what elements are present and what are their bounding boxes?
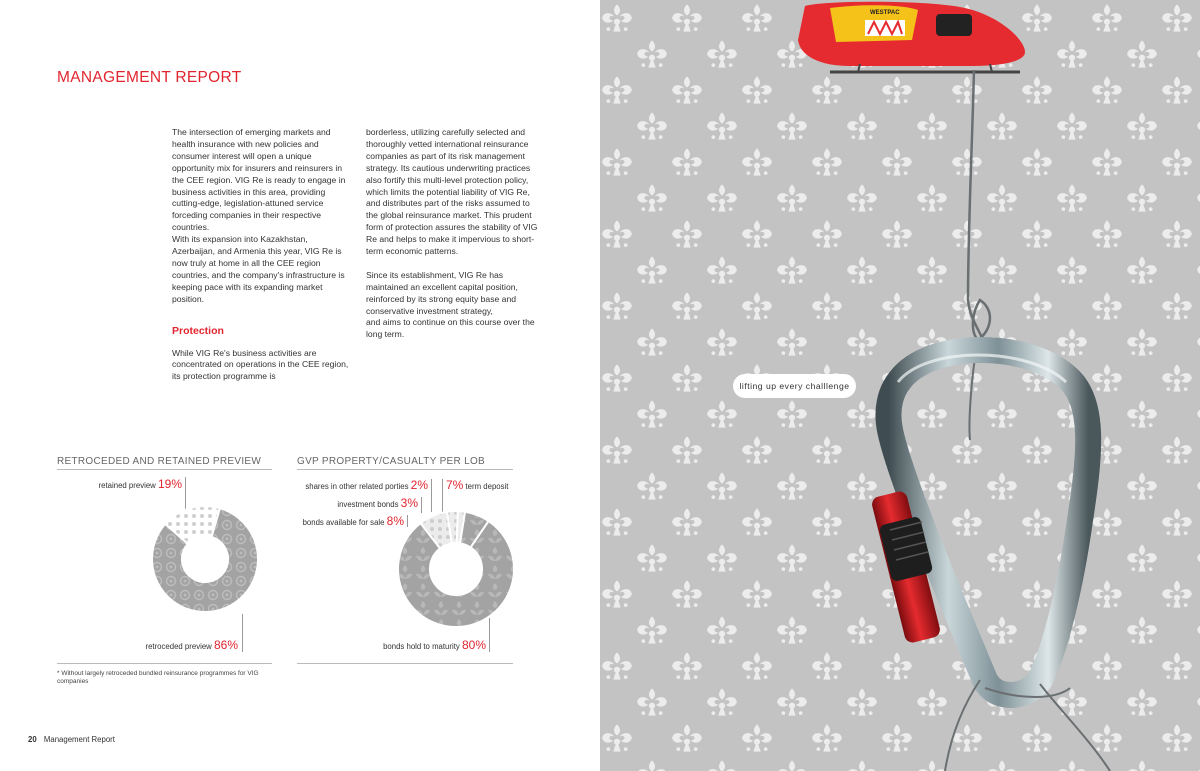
page-footer <box>28 735 115 744</box>
chart-title-retroceded: RETROCEDED AND RETAINED PREVIEW <box>57 456 262 467</box>
page-number: 20 <box>28 735 37 744</box>
chart1-label-retroceded: retroceded preview 86% <box>145 638 238 652</box>
subheading-protection: Protection <box>172 324 224 337</box>
chart2-value-investment: 3% <box>400 496 418 510</box>
chart2-label-maturity: bonds hold to maturity 80% <box>383 638 486 652</box>
divider <box>57 663 272 664</box>
text-column-right <box>366 127 544 341</box>
paragraph: borderless, utilizing carefully selected and thoroughly vetted international reinsurance companies as part of its risk management strategy. Its cautious underwriting practices also fortify this multi-level protection policy, which limits the potential liability of VIG Re, and distributes part of the risks assumed to the global reinsurance market. This prudent form of protection assures the stability of VIG Re and helps to make it impervious to short-term economic patterns. <box>366 127 538 257</box>
paragraph: The intersection of emerging markets and health insurance with new policies and consumer interest will open a unique opportunity mix for insurers and reinsurers in the CEE region. VIG Re is ready to engage in business activities in this area, providing cutting-edge, legislation-attuned service forceding companies in their respective countries. <box>172 127 346 233</box>
chart2-value-available: 8% <box>386 514 404 528</box>
paragraph: With its expansion into Kazakhstan, Azerbaijan, and Armenia this year, VIG Re is now truly at home in all the CEE region countries, and the company's infrastructure is keeping pace with its expanding market position. <box>172 234 345 304</box>
chart2-label-shares: shares in other related porties 2% <box>305 478 428 492</box>
chart2-label-investment: investment bonds 3% <box>337 496 418 510</box>
footnote: * Without largely retroceded bundled reinsurance programmes for VIG companies <box>57 670 259 685</box>
chart2-label-term-deposit: 7% term deposit <box>446 478 509 492</box>
chart2-value-term-deposit: 7% <box>446 478 464 492</box>
chart-title-gvp: GVP PROPERTY/CASUALTY PER LOB <box>297 456 486 467</box>
chart1-donut <box>150 504 260 614</box>
chart1-value-retroceded: 86% <box>213 638 238 652</box>
leader-line <box>242 614 243 652</box>
chart2-value-maturity: 80% <box>461 638 486 652</box>
paragraph: While VIG Re's business activities are concentrated on operations in the CEE region, its protection programme is <box>172 347 349 382</box>
leader-line <box>442 479 443 512</box>
photo-page <box>600 0 1200 771</box>
divider <box>297 469 513 470</box>
chart1-label-retained: retained preview 19% <box>98 477 182 491</box>
section-title: MANAGEMENT REPORT <box>57 69 242 86</box>
leader-line <box>489 618 490 652</box>
chart2-donut <box>396 509 516 629</box>
chart1-value-retained: 19% <box>157 477 182 491</box>
text-column-left <box>172 127 350 383</box>
paragraph: Since its establishment, VIG Re has maintained an excellent capital position, reinforced by its strong equity base and conservative investment strategy, <box>366 269 518 316</box>
chart2-value-shares: 2% <box>410 478 428 492</box>
svg-text:WESTPAC: WESTPAC <box>870 10 900 16</box>
divider <box>297 663 513 664</box>
tagline-pill: lifting up every challlenge <box>733 374 856 398</box>
paragraph: and aims to continue on this course over the long term. <box>366 317 535 340</box>
footer-label: Management Report <box>43 735 115 744</box>
chart2-label-available: bonds available for sale 8% <box>302 514 404 528</box>
photo-illustration <box>600 0 1200 771</box>
divider <box>57 469 272 470</box>
leader-line <box>431 479 432 512</box>
